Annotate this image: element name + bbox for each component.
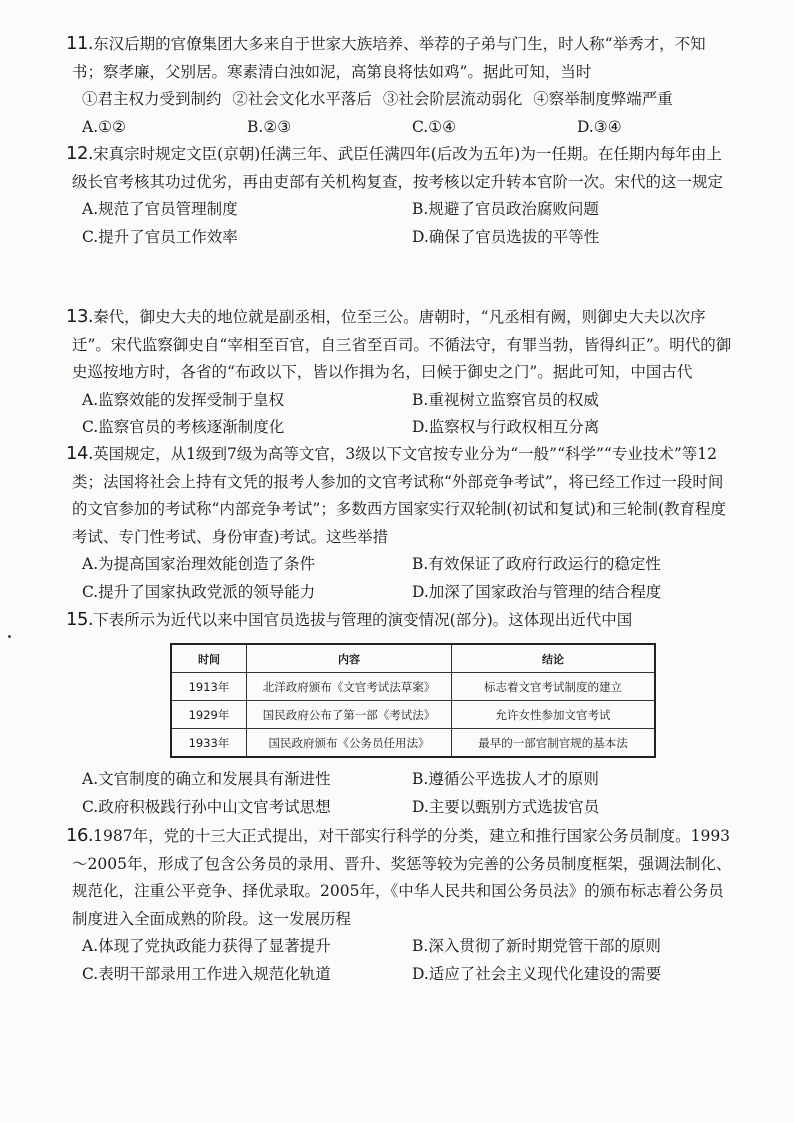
option-d[interactable]: D.确保了官员选拔的平等性 <box>412 227 600 246</box>
option-d[interactable]: D.适应了社会主义现代化建设的需要 <box>412 964 662 983</box>
answer-options <box>72 933 732 988</box>
question-11 <box>66 30 732 141</box>
option-b[interactable]: B.有效保证了政府行政运行的稳定性 <box>412 555 661 573</box>
header-time: 时间 <box>171 644 247 673</box>
table-cell: 标志着文官考试制度的建立 <box>452 673 656 701</box>
table-row <box>171 701 655 729</box>
option-b[interactable]: B.深入贯彻了新时期党管干部的原则 <box>412 937 661 955</box>
question-text: 英国规定，从1级到7级为高等文官，3级以下文官按专业分为“一般”“科学”“专业技术”等12类；法国将社会上持有文凭的报考人参加的文官考试称“外部竞争考试”，将已经工作过一段时间的文官参加的考试称“内部竞争考试”；多数西方国家实行双轮制(初试和复试)和三轮制(教育程度考试、专门性考试、身份审查)考试。这些举措 <box>72 445 726 546</box>
question-12 <box>66 140 732 251</box>
option-b[interactable]: B.②③ <box>247 117 292 136</box>
table-row <box>171 729 655 758</box>
option-c[interactable]: C.提升了国家执政党派的领导能力 <box>82 582 316 601</box>
option-a[interactable]: A.体现了党执政能力获得了显著提升 <box>82 937 331 955</box>
question-16 <box>66 822 732 988</box>
scan-speck <box>8 635 11 638</box>
question-stem <box>66 303 732 387</box>
option-d[interactable]: D.加深了国家政治与管理的结合程度 <box>412 582 662 601</box>
table-header-row <box>171 644 655 673</box>
option-a[interactable]: A.为提高国家治理效能创造了条件 <box>82 555 316 573</box>
question-text: 下表所示为近代以来中国官员选拔与管理的演变情况(部分)。这体现出近代中国 <box>93 611 633 629</box>
question-number: 13. <box>66 306 94 327</box>
option-d[interactable]: D.监察权与行政权相互分离 <box>412 418 600 436</box>
option-d[interactable]: D.主要以甄别方式选拔官员 <box>412 797 600 816</box>
option-a[interactable]: A.文官制度的确立和发展具有渐进性 <box>82 770 331 788</box>
answer-options <box>72 387 732 442</box>
table-cell: 最早的一部官制官规的基本法 <box>452 729 656 758</box>
answer-options <box>72 766 732 821</box>
option-c[interactable]: C.政府积极践行孙中山文官考试思想 <box>82 797 331 816</box>
question-15 <box>66 606 732 635</box>
numbered-statements: ①君主权力受到制约 ②社会文化水平落后 ③社会阶层流动弱化 ④察举制度弊端严重 <box>82 90 673 108</box>
question-text: 秦代，御史大夫的地位就是副丞相，位至三公。唐朝时，“凡丞相有阙，则御史大夫以次序迁”。宋代监察御史自“宰相至百官，自三省至百司。不循法守，有罪当勃，皆得纠正”。明代的御史巡按地方时，各省的“布政以下，皆以作揖为名，曰候于御史之门”。据此可知，中国古代 <box>72 308 732 381</box>
question-text: 1987年，党的十三大正式提出，对干部实行科学的分类，建立和推行国家公务员制度。1993～2005年，形成了包含公务员的录用、晋升、奖惩等较为完善的公务员制度框架，强调法制化、规范化，注重公平竞争、择优录取。2005年，《中华人民共和国公务员法》的颁布标志着公务员制度进入全面成熟的阶段。这一发展历程 <box>72 827 732 928</box>
option-a[interactable]: A.监察效能的发挥受制于皇权 <box>82 390 285 409</box>
option-b[interactable]: B.遵循公平选拔人才的原则 <box>412 770 599 788</box>
table-cell: 国民政府颁布《公务员任用法》 <box>247 729 452 758</box>
question-number: 11. <box>66 33 94 54</box>
question-number: 12. <box>66 143 94 164</box>
table-row <box>171 673 655 701</box>
question-14 <box>66 440 732 606</box>
table-cell: 1933年 <box>171 729 247 758</box>
option-c[interactable]: C.提升了官员工作效率 <box>82 227 238 246</box>
question-15-options <box>72 766 732 821</box>
option-c[interactable]: C.监察官员的考核逐渐制度化 <box>82 418 285 436</box>
header-content: 内容 <box>247 644 452 673</box>
option-b[interactable]: B.重视树立监察官员的权威 <box>412 390 599 409</box>
question-stem <box>66 606 732 635</box>
option-b[interactable]: B.规避了官员政治腐败问题 <box>412 200 599 218</box>
question-text: 宋真宗时规定文臣(京朝)任满三年、武臣任满四年(后改为五年)为一任期。在任期内每年由上级长官考核其功过优劣，再由吏部有关机构复查，按考核以定升转本官阶一次。宋代的这一规定 <box>72 145 724 191</box>
header-conclusion: 结论 <box>452 644 656 673</box>
question-stem <box>66 140 732 196</box>
table-cell: 北洋政府颁布《文官考试法草案》 <box>247 673 452 701</box>
question-stem <box>66 440 732 551</box>
option-c[interactable]: C.表明干部录用工作进入规范化轨道 <box>82 964 331 983</box>
table-cell: 1913年 <box>171 673 247 701</box>
question-text: 东汉后期的官僚集团大多来自于世家大族培养、举荐的子弟与门生，时人称“举秀才，不知书；察孝廉，父别居。寒素清白浊如泥，高第良将怯如鸡”。据此可知，当时 <box>72 35 706 81</box>
question-13 <box>66 303 732 442</box>
table-cell: 允许女性参加文官考试 <box>452 701 656 729</box>
answer-options <box>72 551 732 606</box>
table-cell: 国民政府公布了第一部《考试法》 <box>247 701 452 729</box>
table-cell: 1929年 <box>171 701 247 729</box>
option-c[interactable]: C.①④ <box>412 117 457 136</box>
question-stem <box>66 30 732 86</box>
answer-options <box>72 114 732 142</box>
question-number: 14. <box>66 443 94 464</box>
question-number: 15. <box>66 609 94 630</box>
option-a[interactable]: A.规范了官员管理制度 <box>82 200 238 218</box>
evolution-table <box>170 643 656 758</box>
option-d[interactable]: D.③④ <box>577 117 622 136</box>
option-a[interactable]: A.①② <box>82 117 126 136</box>
question-stem <box>66 822 732 933</box>
question-number: 16. <box>66 825 94 846</box>
answer-options <box>72 196 732 251</box>
